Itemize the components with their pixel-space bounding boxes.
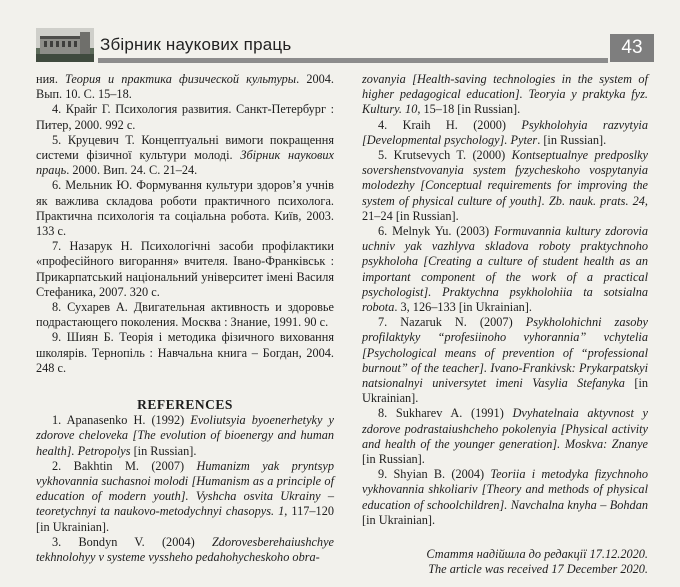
right-column — [362, 72, 648, 577]
reference-item: zovanyia [Health-saving technologies in the system of higher pedagogical education]. Teoryia y praktyka fyz. Kultury. 10, 15–18 [in Russian]. — [362, 72, 648, 117]
reference-item: 6. Мельник Ю. Формування культури здоров’я учнів як важлива складова роботи практичного психолога. Практична психологія та соціальна робота. Київ, 2003. 133 с. — [36, 178, 334, 239]
reference-item: 4. Крайг Г. Психология развития. Санкт-Петербург : Питер, 2000. 992 с. — [36, 102, 334, 132]
reference-item: 5. Круцевич Т. Концептуальні вимоги покращення системи фізичної культури молоді. Збірник наукових праць. 2000. Вип. 24. С. 21–24. — [36, 132, 334, 178]
english-reference-list-continued — [362, 72, 648, 528]
page-header — [0, 0, 680, 68]
reference-item: 9. Shyian B. (2004) Teoriia i metodyka fizychnoho vykhovannia shkoliariv [Theory and methods of physical education of schoolchildren]. Navchalna knyha – Bohdan [in Ukrainian]. — [362, 467, 648, 527]
received-ukrainian: Стаття надійшла до редакції 17.12.2020. — [426, 547, 648, 562]
references-heading: REFERENCES — [137, 397, 233, 413]
received-english: The article was received 17 December 2020. — [428, 562, 648, 577]
reference-item: ния. Теория и практика физической культуры. 2004. Вып. 10. С. 15–18. — [36, 72, 334, 102]
reference-item: 6. Melnyk Yu. (2003) Formuvannia kultury zdorovia uchniv yak vazhlyva skladova roboty praktychnoho psykholoha [Creating a culture of student health as an important component of the work of a practical psychologist]. Praktychna psykholohiia ta sotsialna robota. 3, 126–133 [in Ukrainian]. — [362, 224, 648, 315]
page-number-badge: 43 — [610, 34, 654, 62]
reference-item: 7. Назарук Н. Психологічні засоби профілактики «професійного вигорання» вчителя. Івано-Франківськ : Прикарпатський національний університет імені Василя Стефаника, 2007. 320 с. — [36, 239, 334, 299]
left-column — [36, 72, 334, 565]
reference-item: 9. Шиян Б. Теорія і методика фізичного виховання школярів. Тернопіль : Навчальна книга – Богдан, 2004. 248 с. — [36, 330, 334, 375]
reference-item: 3. Bondyn V. (2004) Zdorovesberehaiushchye tekhnolohyy v systeme vyssheho pedahohycheskoho obra- — [36, 534, 334, 565]
reference-item: 5. Krutsevych T. (2000) Kontseptualnye predposlky sovershenstvovanyia system fyzycheskoho vospytanyia molodezhy [Conceptual requirements for improving the system of physical culture of youth]. Zb. nauk. prats. 24, 21–24 [in Russian]. — [362, 148, 648, 223]
english-reference-list — [36, 413, 334, 565]
reference-item: 4. Kraih H. (2000) Psykholohyia razvytyia [Developmental psychology]. Pyter. [in Russian]. — [362, 117, 648, 147]
header-rule — [98, 58, 608, 63]
reference-item: 8. Sukharev A. (1991) Dvyhatelnaia aktyvnost y zdorove podrastaiushcheho pokolenyia [Physical activity and health of the younger generation]. Moskva: Znanye [in Russian]. — [362, 406, 648, 467]
journal-title: Збірник наукових праць — [100, 35, 292, 54]
ukrainian-reference-list — [36, 72, 334, 376]
reference-item: 7. Nazaruk N. (2007) Psykholohichni zasoby profilaktyky “profesiinoho vyhorannia” vchytelia [Psychological means of prevention of “professional burnout” of the teacher]. Ivano-Frankivsk: Prykarpatskyi natsionalnyi universytet imeni Vasylia Stefanyka [in Ukrainian]. — [362, 315, 649, 406]
received-note — [362, 547, 648, 577]
reference-item: 8. Сухарев А. Двигательная активность и здоровье подрастающего поколения. Москва : Знание, 1991. 90 с. — [36, 300, 334, 330]
reference-item: 1. Apanasenko H. (1992) Evoliutsyia byoenerhetyky y zdorove cheloveka [The evolution of bioenergy and human health]. Petropolys [in Russian]. — [36, 413, 334, 458]
reference-item: 2. Bakhtin M. (2007) Humanizm yak pryntsyp vykhovannia suchasnoi molodi [Humanism as a principle of education of modern youth]. Vyshcha osvita Ukrainy – teoretychnyi ta naukovo-metodychnyi chasopys. 1, 117–120 [in Ukrainian]. — [36, 458, 335, 534]
journal-logo — [36, 28, 94, 62]
